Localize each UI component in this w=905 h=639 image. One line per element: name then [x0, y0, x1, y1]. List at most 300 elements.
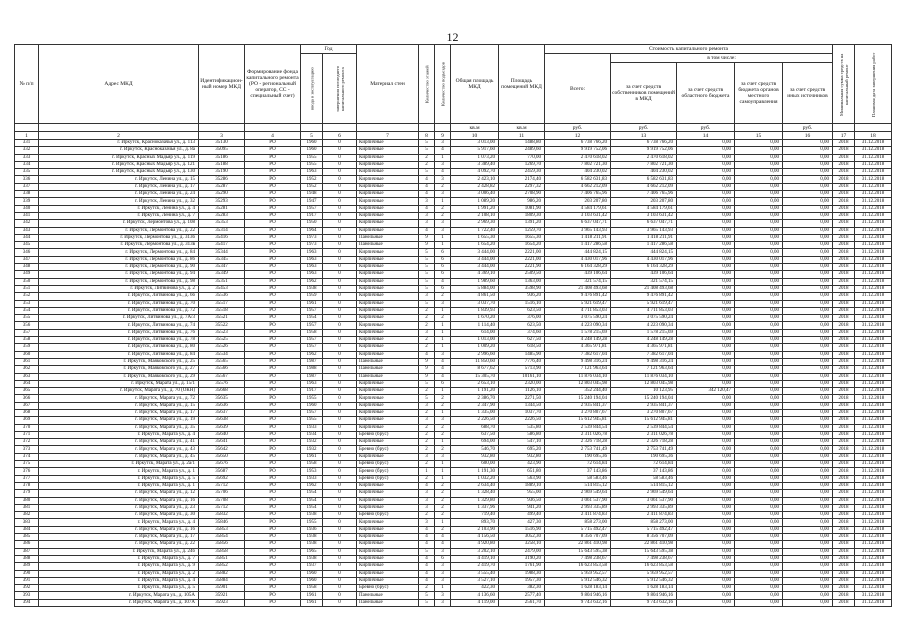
cell-total-cost: 1 417 286,58 — [545, 242, 611, 249]
cell-fund-method: РО — [245, 358, 301, 365]
cell-id: 35576 — [199, 380, 245, 387]
cell-local-cost: 0,00 — [735, 315, 783, 322]
cell-address: г. Иркутск, Ленина ул., д. 24 — [39, 191, 199, 198]
cell-local-cost: 0,00 — [735, 570, 783, 577]
cell-wall-material: Бревно (брус) — [357, 431, 419, 438]
cell-fund-method: РО — [245, 461, 301, 468]
cell-other-cost: 0,00 — [783, 424, 833, 431]
column-number: 2 — [39, 132, 199, 140]
cell-premises-area: 2226,50 — [499, 417, 545, 424]
cell-entrances: 4 — [435, 147, 451, 154]
cell-min-cost: 2018 — [833, 534, 855, 541]
cell-min-cost: 2018 — [833, 395, 855, 402]
cell-year-last-repair: 0 — [323, 519, 357, 526]
cell-entrances: 1 — [435, 242, 451, 249]
cell-local-cost: 0,00 — [735, 497, 783, 504]
cell-fund-method: РО — [245, 570, 301, 577]
cell-year-last-repair: 0 — [323, 227, 357, 234]
cell-premises-area: 535,80 — [499, 424, 545, 431]
cell-min-cost: 2018 — [833, 585, 855, 592]
table-row — [15, 424, 892, 431]
cell-owners-cost: 3 103 631,42 — [611, 212, 677, 219]
cell-year-built: 1933 — [301, 424, 323, 431]
cell-address: г. Иркутск, Марата ул., д. 35 — [39, 424, 199, 431]
cell-row-num: 388 — [15, 555, 39, 562]
cell-regional-cost: 0,00 — [677, 395, 735, 402]
cell-id: 35882 — [199, 570, 245, 577]
cell-address: г. Иркутск, Марата ул., д. 2 — [39, 570, 199, 577]
cell-other-cost: 0,00 — [783, 307, 833, 314]
cell-total-cost: 1 578 215,69 — [545, 329, 611, 336]
cell-floors: 3 — [419, 519, 435, 526]
cell-other-cost: 0,00 — [783, 366, 833, 373]
cell-total-area: 3 202,10 — [451, 548, 499, 555]
cell-id: 35523 — [199, 329, 245, 336]
cell-wall-material: Кирпичные — [357, 519, 419, 526]
cell-entrances: 2 — [435, 293, 451, 300]
cell-plan-date: 31.12.2018 — [855, 366, 892, 373]
cell-min-cost: 2018 — [833, 140, 855, 147]
cell-local-cost: 0,00 — [735, 329, 783, 336]
table-row — [15, 220, 892, 227]
cell-row-num: 352 — [15, 293, 39, 300]
cell-floors: 5 — [419, 285, 435, 292]
cell-other-cost: 0,00 — [783, 475, 833, 482]
cell-min-cost: 2018 — [833, 329, 855, 336]
cell-local-cost: 0,00 — [735, 468, 783, 475]
cell-total-cost: 6 164 328,29 — [545, 264, 611, 271]
cell-plan-date: 31.12.2018 — [855, 344, 892, 351]
cell-floors: 2 — [419, 446, 435, 453]
cell-other-cost: 0,00 — [783, 570, 833, 577]
cell-address: г. Иркутск, Марата ул., д. 15/1 — [39, 380, 199, 387]
cell-regional-cost: 0,00 — [677, 577, 735, 584]
cell-entrances: 1 — [435, 468, 451, 475]
cell-wall-material: Кирпичные — [357, 526, 419, 533]
cell-plan-date: 31.12.2018 — [855, 453, 892, 460]
cell-total-area: 2 996,60 — [451, 351, 499, 358]
cell-fund-method: РО — [245, 555, 301, 562]
table-row — [15, 497, 892, 504]
cell-address: г. Иркутск, Марата ул., д. 17 — [39, 409, 199, 416]
cell-total-cost: 444 824,15 — [545, 249, 611, 256]
cell-entrances: 3 — [435, 227, 451, 234]
cell-other-cost: 0,00 — [783, 242, 833, 249]
cell-local-cost: 0,00 — [735, 577, 783, 584]
cell-owners-cost: 4 223 090,34 — [611, 322, 677, 329]
cell-min-cost: 2018 — [833, 373, 855, 380]
cell-total-cost: 15 612 945,81 — [545, 417, 611, 424]
cell-plan-date: 31.12.2018 — [855, 446, 892, 453]
cell-total-cost: 7 406 765,96 — [545, 191, 611, 198]
cell-fund-method: РО — [245, 431, 301, 438]
table-row — [15, 271, 892, 278]
cell-floors: 1 — [419, 468, 435, 475]
cell-local-cost: 0,00 — [735, 563, 783, 570]
cell-premises-area: 941,20 — [499, 504, 545, 511]
cell-plan-date: 31.12.2018 — [855, 205, 892, 212]
header-entrances: Количество подъездов — [435, 45, 451, 124]
cell-fund-method: РО — [245, 453, 301, 460]
cell-year-built: 1936 — [301, 526, 323, 533]
header-fund-method: Формирование фонда капитального ремонта (РО - региональный оператор, СС - специальный счет) — [245, 45, 301, 124]
cell-wall-material: Кирпичные — [357, 322, 419, 329]
cell-year-built: 1964 — [301, 227, 323, 234]
table-row — [15, 366, 892, 373]
cell-plan-date: 31.12.2018 — [855, 461, 892, 468]
cell-min-cost: 2018 — [833, 461, 855, 468]
cell-total-cost: 9 743 632,16 — [545, 599, 611, 606]
cell-id: 35351 — [199, 278, 245, 285]
cell-year-last-repair: 0 — [323, 461, 357, 468]
cell-total-area: 1 670,20 — [451, 315, 499, 322]
cell-fund-method: РО — [245, 161, 301, 168]
cell-total-area: 2 347,90 — [451, 402, 499, 409]
table-body — [15, 140, 892, 607]
table-row — [15, 337, 892, 344]
cell-entrances: 1 — [435, 519, 451, 526]
cell-owners-cost: 2 470 618,02 — [611, 154, 677, 161]
cell-other-cost: 0,00 — [783, 205, 833, 212]
cell-total-cost: 37 143,86 — [545, 468, 611, 475]
cell-total-area: 1 329,80 — [451, 497, 499, 504]
cell-fund-method: РО — [245, 548, 301, 555]
cell-plan-date: 31.12.2018 — [855, 512, 892, 519]
cell-other-cost: 0,00 — [783, 351, 833, 358]
cell-entrances: 3 — [435, 161, 451, 168]
cell-regional-cost: 0,00 — [677, 249, 735, 256]
cell-year-last-repair: 0 — [323, 585, 357, 592]
cell-row-num: 365 — [15, 388, 39, 395]
cell-floors: 2 — [419, 337, 435, 344]
cell-total-cost: 72 614,84 — [545, 461, 611, 468]
cell-year-last-repair: 0 — [323, 534, 357, 541]
cell-total-area: 3 444,00 — [451, 264, 499, 271]
cell-id: 35567 — [199, 373, 245, 380]
cell-address: г. Иркутск, Марата ул., д. 107А — [39, 599, 199, 606]
cell-row-num: 361 — [15, 358, 39, 365]
cell-min-cost: 2018 — [833, 504, 855, 511]
cell-address: г. Иркутск, Марата ул., д. 5 — [39, 585, 199, 592]
cell-premises-area: 936,20 — [499, 293, 545, 300]
cell-floors: 2 — [419, 388, 435, 395]
cell-year-built: 1917 — [301, 388, 323, 395]
cell-owners-cost: 2 753 741,49 — [611, 446, 677, 453]
cell-row-num: 334 — [15, 161, 39, 168]
cell-plan-date: 31.12.2018 — [855, 490, 892, 497]
cell-total-cost: 22 861 410,98 — [545, 541, 611, 548]
cell-row-num: 331 — [15, 140, 39, 147]
cell-address: г. Иркутск, Марата ул., д. 2а/1 — [39, 461, 199, 468]
cell-wall-material: Кирпичные — [357, 555, 419, 562]
cell-row-num: 343 — [15, 227, 39, 234]
cell-floors: 4 — [419, 555, 435, 562]
cell-min-cost: 2018 — [833, 555, 855, 562]
cell-year-built: 1959 — [301, 293, 323, 300]
cell-fund-method: РО — [245, 256, 301, 263]
cell-year-built: 1962 — [301, 351, 323, 358]
cell-regional-cost: 0,00 — [677, 585, 735, 592]
cell-year-built: 1987 — [301, 373, 323, 380]
cell-owners-cost: 15 643 595,38 — [611, 548, 677, 555]
cell-other-cost: 0,00 — [783, 358, 833, 365]
cell-min-cost: 2018 — [833, 380, 855, 387]
cell-premises-area: 1889,10 — [499, 482, 545, 489]
cell-min-cost: 2018 — [833, 205, 855, 212]
cell-regional-cost: 0,00 — [677, 300, 735, 307]
table-row — [15, 555, 892, 562]
cell-floors: 5 — [419, 271, 435, 278]
cell-entrances: 2 — [435, 183, 451, 190]
cell-regional-cost: 0,00 — [677, 307, 735, 314]
cell-local-cost: 0,00 — [735, 526, 783, 533]
cell-total-area: 3 444,00 — [451, 249, 499, 256]
cell-fund-method: РО — [245, 176, 301, 183]
cell-address: г. Иркутск, Лермонтова ул., д. 98 — [39, 278, 199, 285]
cell-plan-date: 31.12.2018 — [855, 475, 892, 482]
cell-wall-material: Бревно (брус) — [357, 475, 419, 482]
cell-regional-cost: 0,00 — [677, 417, 735, 424]
cell-local-cost: 0,00 — [735, 599, 783, 606]
cell-owners-cost: 2 411 874,83 — [611, 512, 677, 519]
cell-total-area: 2 419,70 — [451, 563, 499, 570]
cell-wall-material: Кирпичные — [357, 439, 419, 446]
cell-other-cost: 0,00 — [783, 161, 833, 168]
cell-premises-area: 7776,40 — [499, 358, 545, 365]
cell-entrances: 6 — [435, 380, 451, 387]
header-year-group: Год — [301, 45, 357, 54]
cell-premises-area: 2297,32 — [499, 183, 545, 190]
cell-year-last-repair: 0 — [323, 453, 357, 460]
cell-row-num: 362 — [15, 366, 39, 373]
cell-year-last-repair: 0 — [323, 176, 357, 183]
cell-year-last-repair: 0 — [323, 329, 357, 336]
cell-id: 35856 — [199, 541, 245, 548]
cell-plan-date: 31.12.2018 — [855, 176, 892, 183]
cell-local-cost: 0,00 — [735, 461, 783, 468]
cell-owners-cost: 404 230,02 — [611, 169, 677, 176]
cell-owners-cost: 12 803 045,98 — [611, 380, 677, 387]
column-number: 18 — [855, 132, 892, 140]
cell-min-cost: 2018 — [833, 388, 855, 395]
cell-year-last-repair: 0 — [323, 490, 357, 497]
cell-wall-material: Кирпичные — [357, 388, 419, 395]
column-number: 8 — [419, 132, 435, 140]
cell-regional-cost: 0,00 — [677, 205, 735, 212]
cell-row-num: 342 — [15, 220, 39, 227]
cell-address: г. Иркутск, Красноказачья ул., д. 113 — [39, 140, 199, 147]
cell-plan-date: 31.12.2018 — [855, 271, 892, 278]
cell-wall-material: Кирпичные — [357, 337, 419, 344]
cell-regional-cost: 0,00 — [677, 475, 735, 482]
cell-regional-cost: 0,00 — [677, 424, 735, 431]
cell-wall-material: Кирпичные — [357, 285, 419, 292]
cell-plan-date: 31.12.2018 — [855, 242, 892, 249]
cell-entrances: 2 — [435, 212, 451, 219]
cell-entrances: 3 — [435, 140, 451, 147]
cell-other-cost: 0,00 — [783, 256, 833, 263]
cell-min-cost: 2018 — [833, 220, 855, 227]
cell-floors: 4 — [419, 526, 435, 533]
cell-entrances: 1 — [435, 388, 451, 395]
cell-premises-area: 2221,00 — [499, 256, 545, 263]
cell-total-cost: 7 802 721,30 — [545, 161, 611, 168]
cell-floors: 5 — [419, 140, 435, 147]
table-row — [15, 570, 892, 577]
table-row — [15, 504, 892, 511]
cell-owners-cost: 1 418 211,91 — [611, 234, 677, 241]
cell-owners-cost: 72 614,84 — [611, 461, 677, 468]
cell-year-last-repair: 0 — [323, 212, 357, 219]
cell-floors: 4 — [419, 563, 435, 570]
cell-regional-cost: 0,00 — [677, 453, 735, 460]
cell-premises-area: 1488,80 — [499, 140, 545, 147]
table-row — [15, 468, 892, 475]
cell-regional-cost: 0,00 — [677, 169, 735, 176]
cell-total-area: 5 884,00 — [451, 285, 499, 292]
cell-entrances: 1 — [435, 307, 451, 314]
cell-floors: 4 — [419, 176, 435, 183]
cell-id: 35095 — [199, 147, 245, 154]
cell-local-cost: 0,00 — [735, 373, 783, 380]
cell-entrances: 4 — [435, 541, 451, 548]
cell-fund-method: РО — [245, 541, 301, 548]
cell-total-cost: 2 969 549,64 — [545, 490, 611, 497]
cell-plan-date: 31.12.2018 — [855, 140, 892, 147]
cell-premises-area: 623,50 — [499, 322, 545, 329]
cell-regional-cost: 0,00 — [677, 555, 735, 562]
cell-total-cost: 4 223 090,34 — [545, 322, 611, 329]
cell-owners-cost: 37 143,86 — [611, 468, 677, 475]
cell-total-area: 600,00 — [451, 461, 499, 468]
cell-plan-date: 31.12.2018 — [855, 431, 892, 438]
cell-id: 35854 — [199, 534, 245, 541]
cell-min-cost: 2018 — [833, 198, 855, 205]
cell-row-num: 385 — [15, 534, 39, 541]
cell-wall-material: Кирпичные — [357, 307, 419, 314]
cell-plan-date: 31.12.2018 — [855, 534, 892, 541]
cell-local-cost: 0,00 — [735, 234, 783, 241]
cell-year-built: 1917 — [301, 212, 323, 219]
column-number: 12 — [545, 132, 611, 140]
cell-total-area: 4 861,50 — [451, 293, 499, 300]
cell-row-num: 393 — [15, 592, 39, 599]
cell-other-cost: 0,00 — [783, 264, 833, 271]
cell-local-cost: 0,00 — [735, 140, 783, 147]
cell-entrances: 6 — [435, 555, 451, 562]
cell-regional-cost: 0,00 — [677, 183, 735, 190]
cell-regional-cost: 0,00 — [677, 497, 735, 504]
cell-fund-method: РО — [245, 329, 301, 336]
cell-total-cost: 5 959 952,57 — [545, 570, 611, 577]
cell-total-cost: 9 804 946,16 — [545, 592, 611, 599]
cell-address: г. Иркутск, Лермонтова ул., д. 84 — [39, 249, 199, 256]
cell-premises-area: 1081,90 — [499, 205, 545, 212]
cell-entrances: 1 — [435, 439, 451, 446]
cell-regional-cost: 0,00 — [677, 366, 735, 373]
cell-row-num: 358 — [15, 337, 39, 344]
cell-min-cost: 2018 — [833, 154, 855, 161]
cell-entrances: 3 — [435, 176, 451, 183]
cell-id: 35293 — [199, 198, 245, 205]
cell-fund-method: РО — [245, 409, 301, 416]
cell-wall-material: Бревно (брус) — [357, 461, 419, 468]
cell-total-area: 1 073,20 — [451, 154, 499, 161]
cell-owners-cost: 4 662 212,09 — [611, 183, 677, 190]
cell-local-cost: 0,00 — [735, 402, 783, 409]
column-number: 11 — [499, 132, 545, 140]
cell-id: 35347 — [199, 264, 245, 271]
cell-id: 35188 — [199, 161, 245, 168]
cell-year-built: 1955 — [301, 161, 323, 168]
cell-local-cost: 0,00 — [735, 344, 783, 351]
cell-floors: 5 — [419, 599, 435, 606]
cell-floors: 5 — [419, 548, 435, 555]
cell-id: 35344 — [199, 249, 245, 256]
cell-entrances: 3 — [435, 592, 451, 599]
cell-id: 35353 — [199, 220, 245, 227]
cell-id: 35712 — [199, 482, 245, 489]
cell-min-cost: 2018 — [833, 242, 855, 249]
cell-regional-cost: 0,00 — [677, 592, 735, 599]
cell-fund-method: РО — [245, 220, 301, 227]
cell-address: г. Иркутск, Марата ул., д. 4 — [39, 431, 199, 438]
cell-plan-date: 31.12.2018 — [855, 585, 892, 592]
cell-other-cost: 0,00 — [783, 439, 833, 446]
cell-other-cost: 0,00 — [783, 234, 833, 241]
cell-owners-cost: 203 207,80 — [611, 198, 677, 205]
cell-floors: 3 — [419, 329, 435, 336]
cell-id: 35534 — [199, 351, 245, 358]
cell-plan-date: 31.12.2018 — [855, 439, 892, 446]
cell-id: 35565 — [199, 358, 245, 365]
cell-local-cost: 0,00 — [735, 264, 783, 271]
cell-row-num: 353 — [15, 300, 39, 307]
cell-year-last-repair: 0 — [323, 504, 357, 511]
cell-entrances: 2 — [435, 424, 451, 431]
cell-address: г. Иркутск, Марата ул., д. 1 — [39, 482, 199, 489]
cell-local-cost: 0,00 — [735, 555, 783, 562]
cell-owners-cost: 2 969 549,64 — [611, 490, 677, 497]
table-row — [15, 592, 892, 599]
cell-other-cost: 0,00 — [783, 147, 833, 154]
cell-id: 35884 — [199, 577, 245, 584]
cell-fund-method: РО — [245, 366, 301, 373]
cell-address: г. Иркутск, Литвинова ул., д. 2 — [39, 285, 199, 292]
cell-local-cost: 0,00 — [735, 322, 783, 329]
cell-year-built: 1957 — [301, 307, 323, 314]
cell-owners-cost: 7 382 617,04 — [611, 351, 677, 358]
cell-year-built: 1938 — [301, 534, 323, 541]
cell-local-cost: 0,00 — [735, 482, 783, 489]
cell-min-cost: 2018 — [833, 592, 855, 599]
cell-other-cost: 0,00 — [783, 577, 833, 584]
cell-total-cost: 2 411 874,83 — [545, 512, 611, 519]
cell-owners-cost: 2 935 841,37 — [611, 402, 677, 409]
cell-row-num: 341 — [15, 212, 39, 219]
cell-premises-area: 1809,30 — [499, 212, 545, 219]
cell-row-num: 384 — [15, 526, 39, 533]
cell-other-cost: 0,00 — [783, 183, 833, 190]
cell-year-built: 1954 — [301, 497, 323, 504]
cell-other-cost: 0,00 — [783, 512, 833, 519]
cell-year-built: 1937 — [301, 563, 323, 570]
cell-id: 35287 — [199, 183, 245, 190]
cell-plan-date: 31.12.2018 — [855, 526, 892, 533]
cell-total-area: 4 156,50 — [451, 534, 499, 541]
cell-total-area: 2 226,50 — [451, 417, 499, 424]
cell-entrances: 1 — [435, 344, 451, 351]
